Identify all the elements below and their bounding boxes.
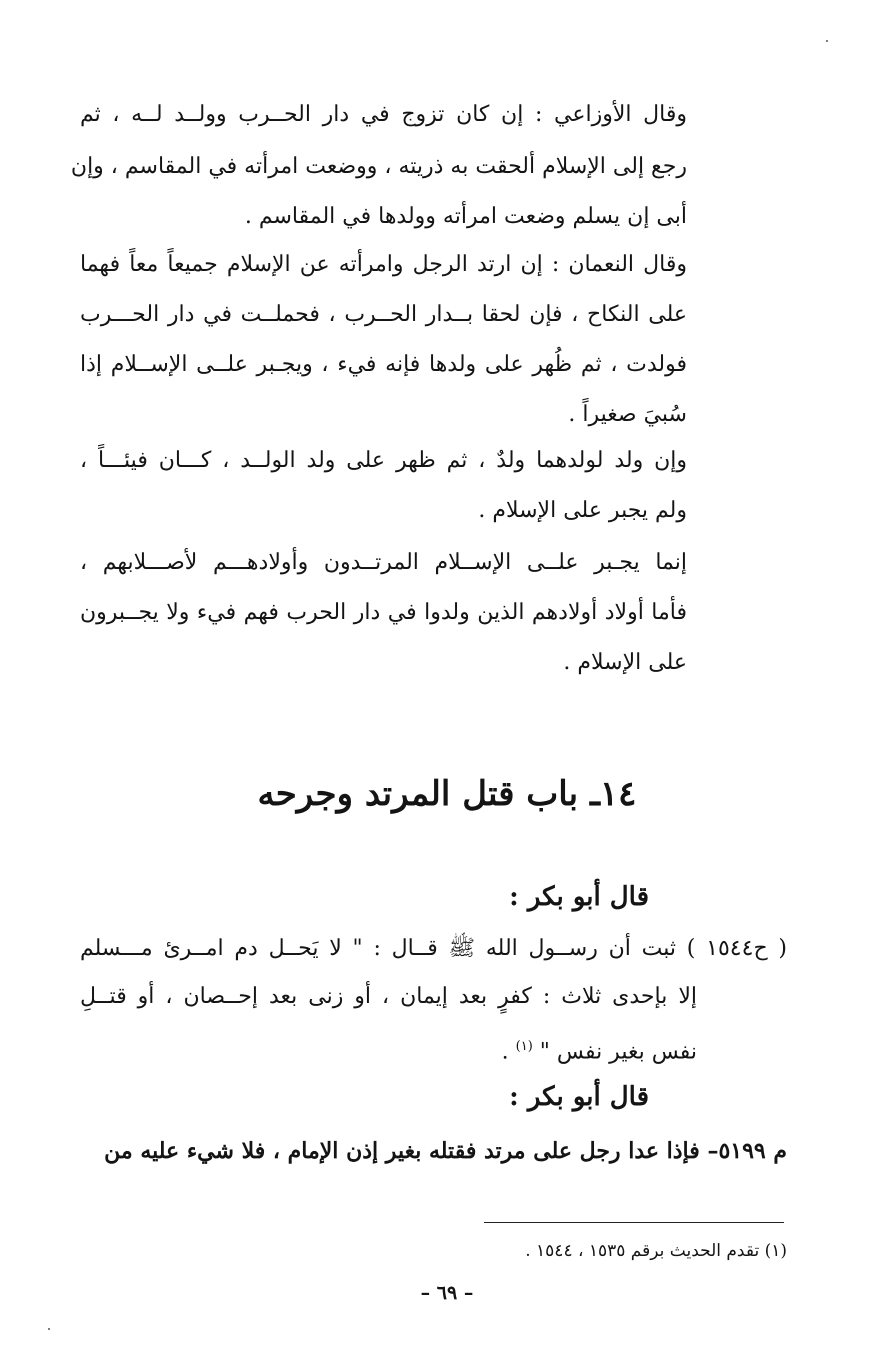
footnote: (١) تقدم الحديث برقم ١٥٣٥ ، ١٥٤٤ . [525, 1241, 787, 1261]
body-line: أبى إن يسلم وضعت امرأته وولدها في المقاسم . [244, 204, 687, 229]
body-line: وقال الأوزاعي : إن كان تزوج في دار الحــرب وولــد لــه ، ثم [80, 102, 687, 127]
scan-speck [48, 1328, 50, 1330]
body-line: فأما أولاد أولادهم الذين ولدوا في دار الحرب فهم فيء ولا يجــبرون [80, 600, 687, 625]
subheading-abu-bakr: قال أبو بكر : [509, 882, 649, 912]
hadith-period: . [501, 1039, 509, 1065]
hadith-line: ( ح١٥٤٤ ) ثبت أن رســول الله ﷺ قــال : " لا يَحــل دم امــرئ مـــسلم [80, 936, 788, 961]
masala-line: م ٥١٩٩– فإذا عدا رجل على مرتد فقتله بغير إذن الإمام ، فلا شيء عليه من [104, 1138, 787, 1164]
body-line: رجع إلى الإسلام ألحقت به ذريته ، ووضعت امرأته في المقاسم ، وإن [70, 154, 687, 179]
footnote-divider [484, 1222, 784, 1223]
hadith-line-last [502, 1032, 697, 1067]
text-body [70, 90, 687, 690]
body-line: على الإسلام . [563, 650, 687, 675]
body-line: على النكاح ، فإن لحقا بــدار الحــرب ، فحملــت في دار الحـــرب [80, 302, 687, 327]
page-number: – ٦٩ – [420, 1282, 474, 1304]
hadith-section [80, 882, 788, 1180]
scan-speck [826, 40, 828, 42]
chapter-heading: ١٤ـ باب قتل المرتد وجرحه [257, 774, 637, 814]
body-line: وإن ولد لولدهما ولدٌ ، ثم ظهر على ولد الولــد ، كـــان فيئـــاً ، [80, 448, 687, 473]
body-line: سُبيَ صغيراً . [568, 402, 687, 427]
body-line: فولدت ، ثم ظُهر على ولدها فإنه فيء ، ويجـبر علــى الإســلام إذا [80, 352, 687, 377]
body-line: إنما يجـبر علــى الإســلام المرتــدون وأولادهـــم لأصـــلابهم ، [80, 550, 687, 575]
hadith-text: نفس بغير نفس " [539, 1039, 697, 1065]
footnote-ref: (١) [515, 1039, 533, 1054]
hadith-line: إلا بإحدى ثلاث : كفرٍ بعد إيمان ، أو زنى بعد إحــصان ، أو قتــلِ [80, 984, 697, 1009]
body-line: وقال النعمان : إن ارتد الرجل وامرأته عن الإسلام جميعاً معاً فهما [80, 252, 687, 277]
body-line: ولم يجبر على الإسلام . [478, 498, 687, 523]
subheading-abu-bakr-2: قال أبو بكر : [509, 1082, 649, 1112]
